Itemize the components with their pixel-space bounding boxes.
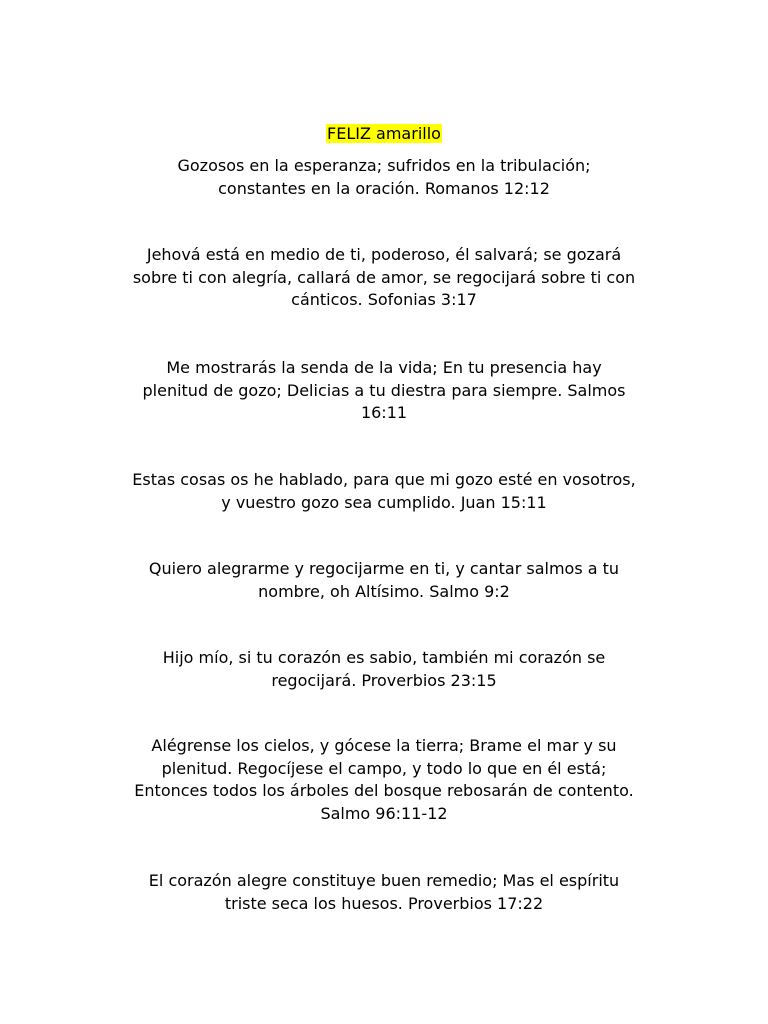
verse-line: Jehová está en medio de ti, poderoso, él salvará; se gozará (146, 245, 622, 264)
verse-line: 16:11 (360, 403, 408, 422)
verse-paragraph (100, 735, 668, 825)
verse-line: plenitud. Regocíjese el campo, y todo lo que en él está; (161, 758, 607, 778)
verse-line: plenitud de gozo; Delicias a tu diestra para siempre. Salmos (142, 380, 626, 400)
verse-paragraph (100, 155, 668, 200)
verse-line: regocijará. Proverbios 23:15 (271, 670, 497, 690)
verse-line: y vuestro gozo sea cumplido. Juan 15:11 (221, 492, 547, 512)
document-title (0, 123, 768, 145)
verse-line: sobre ti con alegría, callará de amor, se regocijará sobre ti con (132, 267, 636, 287)
verse-line: Me mostrarás la senda de la vida; En tu presencia hay (166, 358, 602, 377)
verse-line: Entonces todos los árboles del bosque rebosarán de contento. (134, 781, 634, 800)
verse-line: El corazón alegre constituye buen remedio; Mas el espíritu (148, 871, 620, 890)
verse-line: Gozosos en la esperanza; sufridos en la tribulación; (177, 156, 591, 175)
verse-line: constantes en la oración. Romanos 12:12 (218, 178, 550, 198)
verse-line: Alégrense los cielos, y gócese la tierra; Brame el mar y su (151, 736, 617, 755)
verse-line: Quiero alegrarme y regocijarme en ti, y cantar salmos a tu (148, 559, 620, 578)
verse-paragraph (100, 870, 668, 915)
verse-paragraph (100, 647, 668, 692)
verse-line: Hijo mío, si tu corazón es sabio, también mi corazón se (162, 648, 606, 667)
verse-paragraph (100, 244, 668, 312)
verse-line: nombre, oh Altísimo. Salmo 9:2 (258, 581, 510, 601)
verse-line: Estas cosas os he hablado, para que mi gozo esté en vosotros, (132, 470, 636, 489)
verse-paragraph (100, 558, 668, 603)
verse-paragraph (100, 469, 668, 514)
highlighted-title-text: FELIZ amarillo (327, 124, 441, 143)
verse-line: triste seca los huesos. Proverbios 17:22 (224, 893, 544, 913)
verse-paragraph (100, 357, 668, 425)
verse-line: Salmo 96:11-12 (320, 803, 448, 823)
verse-line: cánticos. Sofonias 3:17 (291, 290, 477, 309)
